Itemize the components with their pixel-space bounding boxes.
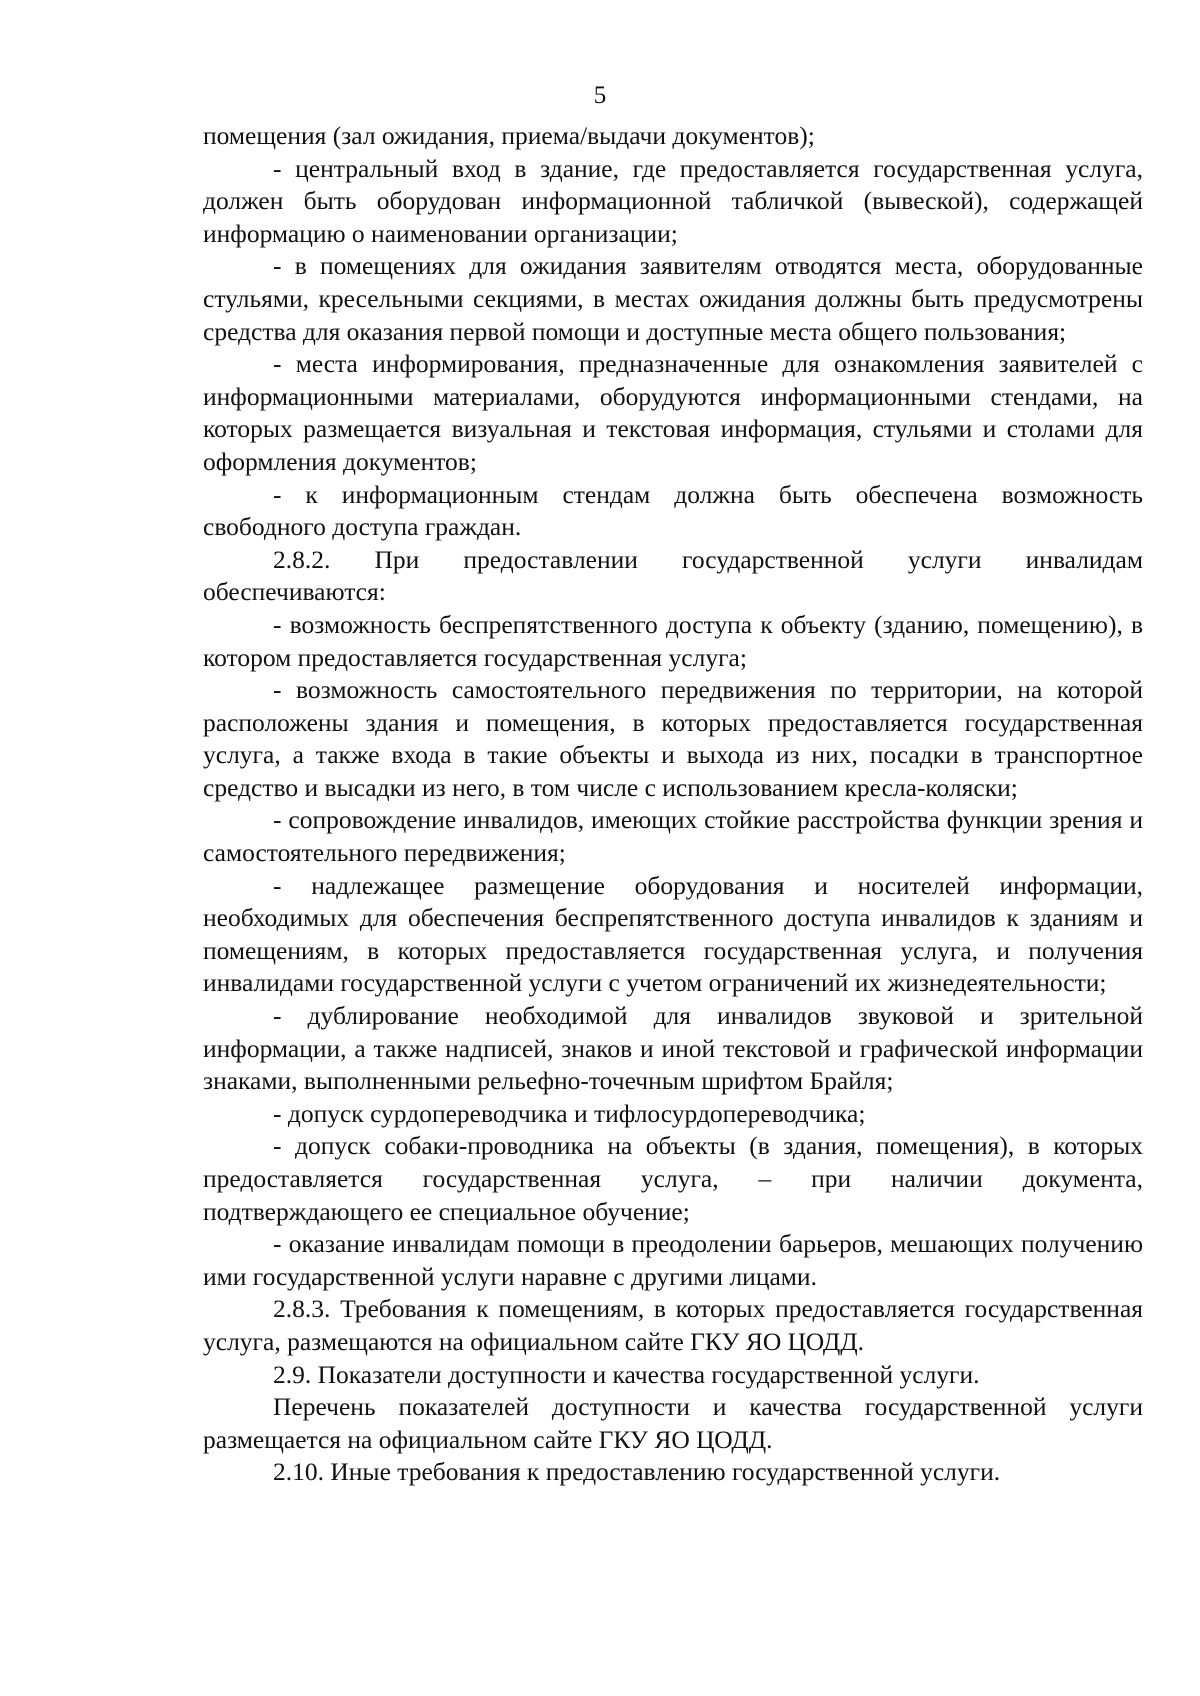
paragraph-interpreter-access: - допуск сурдопереводчика и тифлосурдопереводчика; <box>273 1098 866 1128</box>
paragraph-waiting-places: - в помещениях для ожидания заявителям отводятся места, оборудованные стульями, кресельными секциями, в местах ожидания должны быть предусмотрены средства для оказания первой помощи и доступные места общего пользования; <box>203 251 1143 346</box>
paragraph-equipment-placement: - надлежащее размещение оборудования и носителей информации, необходимых для обеспечения беспрепятственного доступа инвалидов к зданиям и помещениям, в которых предоставляется государственная услуга, и получения инвалидами государственной услуги с учетом ограничений их жизнедеятельности; <box>203 870 1143 998</box>
paragraph-braille-duplication: - дублирование необходимой для инвалидов звуковой и зрительной информации, а также надписей, знаков и иной текстовой и графической информации знаками, выполненными рельефно-точечным шрифтом Брайля; <box>203 1001 1143 1096</box>
document-body <box>203 120 1143 1489</box>
paragraph-escort: - сопровождение инвалидов, имеющих стойкие расстройства функции зрения и самостоятельного передвижения; <box>203 805 1143 868</box>
paragraph-barrier-assistance: - оказание инвалидам помощи в преодолении барьеров, мешающих получению ими государственной услуги наравне с другими лицами. <box>203 1229 1143 1291</box>
paragraph-section-2-8-3: 2.8.3. Требования к помещениям, в которых предоставляется государственная услуга, размещаются на официальном сайте ГКУ ЯО ЦОДД. <box>203 1294 1143 1356</box>
page-number: 5 <box>593 82 607 109</box>
paragraph-section-2-9: 2.9. Показатели доступности и качества государственной услуги. <box>273 1359 980 1389</box>
paragraph-information-places: - места информирования, предназначенные для ознакомления заявителей с информационными материалами, оборудуются информационными стендами, на которых размещается визуальная и текстовая информация, стульями и столами для оформления документов; <box>203 349 1143 476</box>
paragraph-independent-movement: - возможность самостоятельного передвижения по территории, на которой расположены здания и помещения, в которых предоставляется государственная услуга, а также входа в такие объекты и выхода из них, посадки в транспортное средство и высадки из него, в том числе с использованием кресла-коляски; <box>203 675 1143 802</box>
paragraph-indicators-list: Перечень показателей доступности и качества государственной услуги размещается на официальном сайте ГКУ ЯО ЦОДД. <box>203 1392 1143 1454</box>
paragraph-section-2-8-2: 2.8.2. При предоставлении государственной услуги инвалидам обеспечиваются: <box>203 544 1143 607</box>
paragraph-guide-dog: - допуск собаки-проводника на объекты (в здания, помещения), в которых предоставляется государственная услуга, – при наличии документа, подтверждающего ее специальное обучение; <box>203 1131 1143 1226</box>
paragraph-stand-access: - к информационным стендам должна быть обеспечена возможность свободного доступа граждан. <box>203 479 1143 542</box>
paragraph-central-entrance: - центральный вход в здание, где предоставляется государственная услуга, должен быть оборудован информационной табличкой (вывеской), содержащей информацию о наименовании организации; <box>203 153 1143 248</box>
paragraph-unobstructed-access: - возможность беспрепятственного доступа к объекту (зданию, помещению), в котором предоставляется государственная услуга; <box>203 609 1143 672</box>
paragraph-waiting-rooms: помещения (зал ожидания, приема/выдачи документов); <box>203 121 815 150</box>
paragraph-section-2-10: 2.10. Иные требования к предоставлению государственной услуги. <box>273 1457 1001 1487</box>
